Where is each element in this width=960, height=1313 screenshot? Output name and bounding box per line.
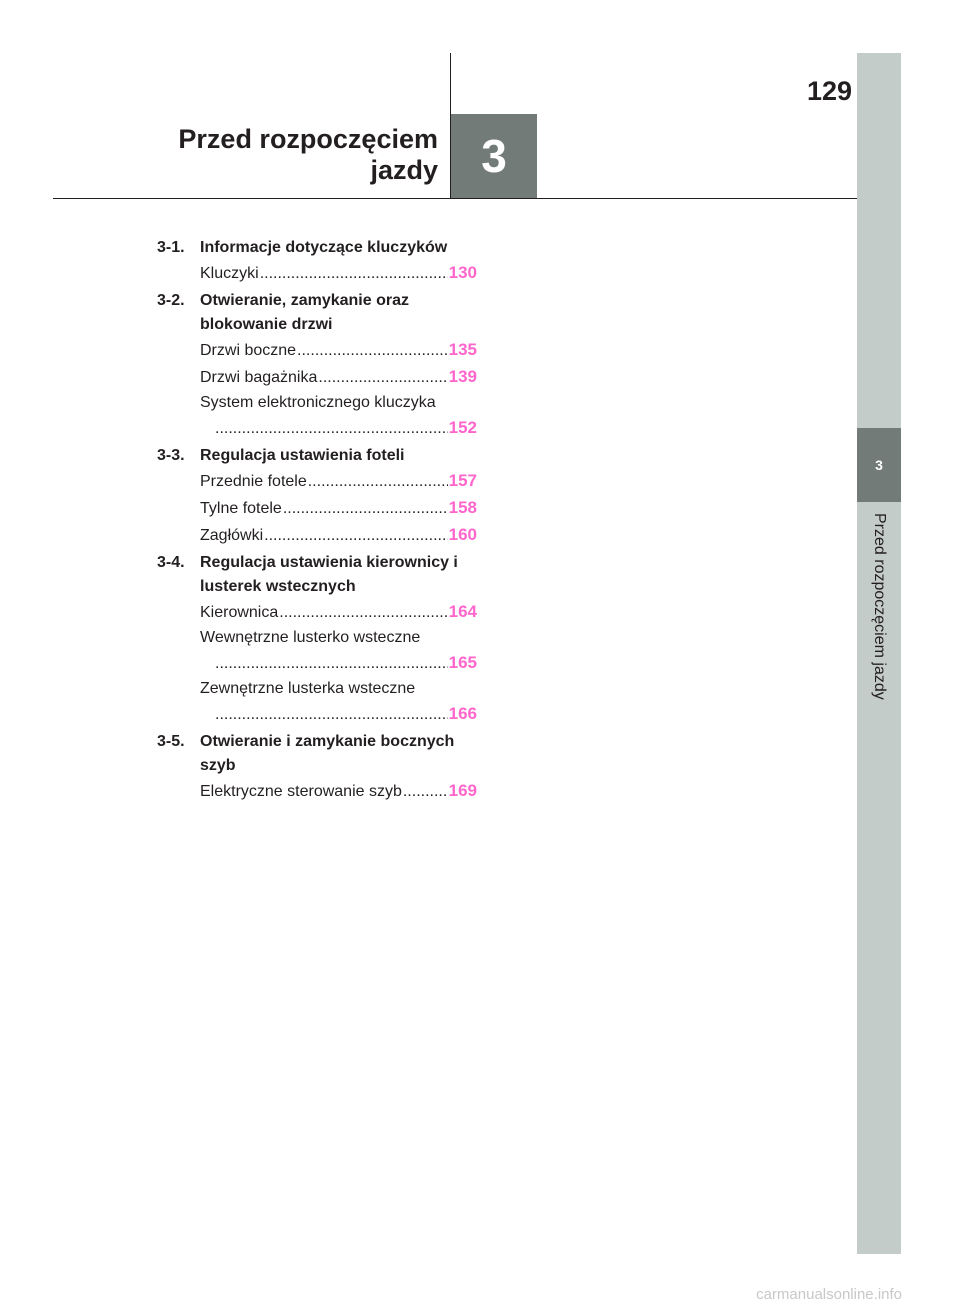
toc-leader-dots [318, 365, 447, 391]
toc-leader-dots [297, 338, 448, 364]
footer-watermark: carmanualsonline.info [756, 1286, 902, 1303]
header-horizontal-rule [53, 198, 857, 199]
toc-page-link[interactable]: 152 [448, 418, 477, 437]
toc-page-link[interactable]: 160 [448, 525, 477, 544]
toc-entry-label: Zagłówki [200, 527, 264, 544]
toc-entry[interactable] [200, 677, 477, 728]
toc-section-title: Otwieranie, zamykanie oraz blokowanie drzwi [200, 292, 409, 333]
toc-page-link[interactable]: 158 [448, 498, 477, 517]
toc-entry[interactable] [200, 522, 477, 549]
toc-leader-dots [279, 600, 447, 626]
toc-page-link[interactable]: 164 [448, 602, 477, 621]
toc-entry[interactable] [200, 778, 477, 805]
toc-entry[interactable] [200, 599, 477, 626]
toc-leader-dots [283, 496, 448, 522]
toc-page-link[interactable]: 135 [448, 340, 477, 359]
toc-entry-label: Kierownica [200, 604, 279, 621]
toc-entry-label: Przednie fotele [200, 473, 307, 490]
toc-section [157, 289, 477, 442]
chapter-title [178, 124, 438, 186]
side-chapter-label-text: Przed rozpoczęciem jazdy [871, 513, 888, 700]
toc-section-number: 3-2. [157, 292, 185, 309]
chapter-number: 3 [481, 130, 507, 182]
toc-entry[interactable] [200, 495, 477, 522]
toc-section [157, 444, 477, 549]
toc-section-number: 3-5. [157, 733, 185, 750]
toc-leader-dots [403, 779, 448, 805]
chapter-title-line2: jazdy [370, 155, 438, 185]
toc-entry-label: Drzwi boczne [200, 342, 297, 359]
toc-entry[interactable] [200, 260, 477, 287]
toc-section [157, 551, 477, 728]
toc-entry[interactable] [200, 337, 477, 364]
toc-entry-label: System elektronicznego kluczyka [200, 394, 436, 411]
toc-section-number: 3-1. [157, 239, 185, 256]
toc-page-link[interactable]: 166 [448, 704, 477, 723]
chapter-title-line1: Przed rozpoczęciem [178, 124, 438, 154]
toc-page-link[interactable]: 130 [448, 263, 477, 282]
table-of-contents [157, 236, 477, 807]
toc-leader-dots [215, 651, 448, 677]
toc-entry-label: Wewnętrzne lusterko wsteczne [200, 629, 421, 646]
side-chapter-tab[interactable] [857, 428, 901, 502]
toc-section-title: Regulacja ustawienia kierownicy i lusterek wstecznych [200, 554, 458, 595]
toc-entry-label: Kluczyki [200, 265, 259, 282]
toc-section-number: 3-4. [157, 554, 185, 571]
toc-section-title: Regulacja ustawienia foteli [200, 447, 405, 464]
side-chapter-number: 3 [875, 457, 883, 473]
toc-leader-dots [264, 523, 447, 549]
toc-leader-dots [260, 261, 448, 287]
toc-page-link[interactable]: 157 [448, 471, 477, 490]
toc-entry[interactable] [200, 364, 477, 391]
chapter-number-box [451, 114, 537, 198]
toc-entry[interactable] [200, 391, 477, 442]
toc-section-title: Otwieranie i zamykanie bocznych szyb [200, 733, 455, 774]
toc-entry-label: Drzwi bagażnika [200, 369, 318, 386]
toc-entry-label: Tylne fotele [200, 500, 282, 517]
toc-entry-label: Elektryczne sterowanie szyb [200, 783, 402, 800]
toc-section-number: 3-3. [157, 447, 185, 464]
toc-entry-label: Zewnętrzne lusterka wsteczne [200, 680, 416, 697]
toc-section [157, 730, 477, 805]
toc-leader-dots [215, 702, 448, 728]
toc-section [157, 236, 477, 287]
toc-page-link[interactable]: 165 [448, 653, 477, 672]
toc-page-link[interactable]: 139 [448, 367, 477, 386]
toc-section-title: Informacje dotyczące kluczyków [200, 239, 448, 256]
page-number: 129 [806, 76, 852, 106]
toc-entry[interactable] [200, 468, 477, 495]
toc-entry[interactable] [200, 626, 477, 677]
toc-leader-dots [215, 416, 448, 442]
toc-leader-dots [308, 469, 448, 495]
toc-page-link[interactable]: 169 [448, 781, 477, 800]
